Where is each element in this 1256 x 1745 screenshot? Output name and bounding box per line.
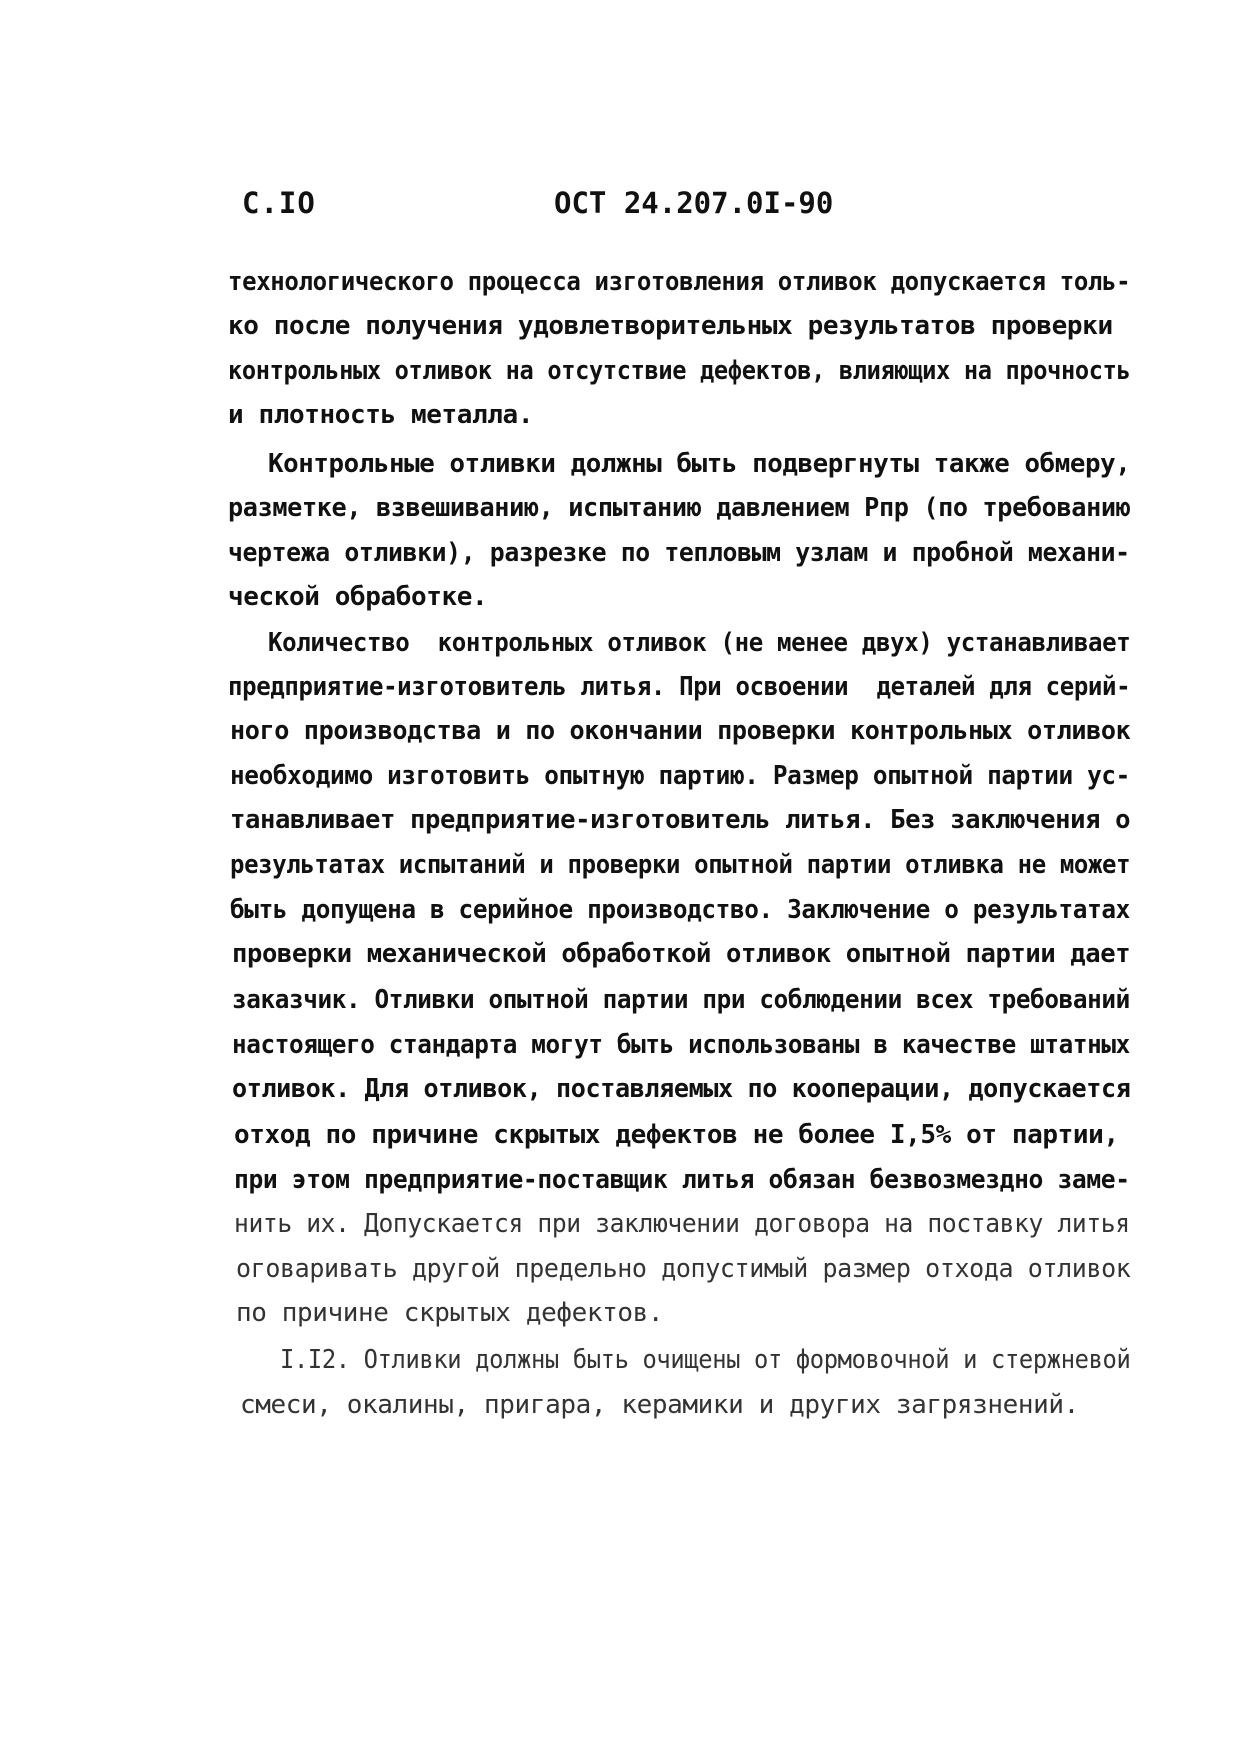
text-line: и плотность металла. — [228, 400, 534, 430]
text-line: контрольных отливок на отсутствие дефектов, влияющих на прочность — [228, 356, 1131, 386]
text-line: технологического процесса изготовления отливок допускается толь- — [228, 267, 1131, 297]
text-line: необходимо изготовить опытную партию. Размер опытной партии ус- — [230, 761, 1130, 791]
text-line: отливок. Для отливок, поставляемых по кооперации, допускается — [232, 1074, 1131, 1104]
text-line: заказчик. Отливки опытной партии при соблюдении всех требований — [232, 985, 1130, 1015]
text-line: нить их. Допускается при заключении договора на поставку литья — [234, 1209, 1130, 1239]
text-line: Контрольные отливки должны быть подвергнуты также обмеру, — [268, 449, 1131, 479]
text-line: результатах испытаний и проверки опытной партии отливка не может — [230, 850, 1131, 880]
text-line: I.I2. Отливки должны быть очищены от формовочной и стержневой — [280, 1345, 1131, 1375]
text-line: чертежа отливки), разрезке по тепловым узлам и пробной механи- — [228, 538, 1130, 568]
text-line: отход по причине скрытых дефектов не более I,5% от партии, — [234, 1120, 1119, 1150]
text-line: ко после получения удовлетворительных результатов проверки — [228, 311, 1113, 341]
text-line: настоящего стандарта могут быть использованы в качестве штатных — [232, 1030, 1130, 1060]
text-line: Количество контрольных отливок (не менее двух) устанавливает — [268, 628, 1131, 658]
text-line: ческой обработке. — [228, 582, 488, 612]
text-line: смеси, окалины, пригара, керамики и других загрязнений. — [240, 1390, 1079, 1420]
text-line: ного производства и по окончании проверки контрольных отливок — [230, 716, 1131, 746]
document-code: ОСТ 24.207.0I-90 — [554, 186, 834, 220]
text-line: танавливает предприятие-изготовитель литья. Без заключения о — [230, 805, 1131, 835]
page-number: С.IO — [242, 186, 316, 220]
text-line: разметке, взвешиванию, испытанию давлением Рпр (по требованию — [228, 493, 1131, 523]
text-line: предприятие-изготовитель литья. При освоении деталей для серий- — [228, 672, 1131, 702]
text-line: при этом предприятие-поставщик литья обязан безвозмездно заме- — [234, 1165, 1130, 1195]
text-line: оговаривать другой предельно допустимый размер отхода отливок — [236, 1254, 1131, 1284]
text-line: быть допущена в серийное производство. Заключение о результатах — [230, 895, 1130, 925]
text-line: проверки механической обработкой отливок опытной партии дает — [232, 939, 1131, 969]
text-line: по причине скрытых дефектов. — [236, 1298, 664, 1328]
